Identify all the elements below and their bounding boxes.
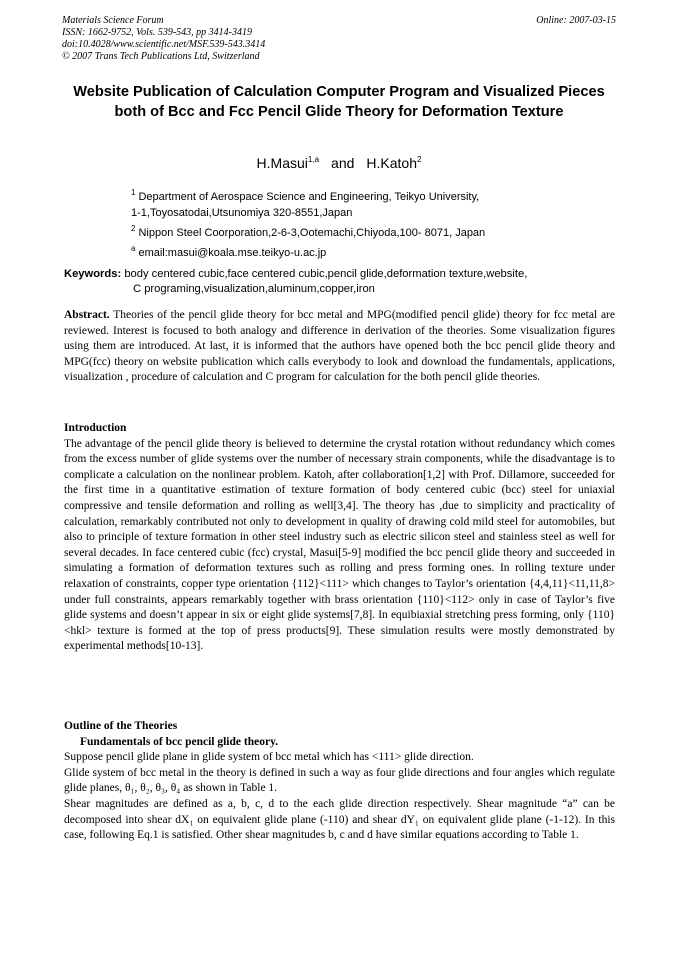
outline-section bbox=[64, 719, 615, 844]
author-1: H.Masui bbox=[256, 155, 308, 171]
email-line bbox=[131, 241, 551, 261]
affiliation-2 bbox=[131, 221, 551, 241]
keywords-label: Keywords: bbox=[64, 268, 122, 280]
abstract-label: Abstract. bbox=[64, 309, 110, 321]
affil-1-line-1: Department of Aerospace Science and Engineering, Teikyo University, bbox=[138, 191, 480, 203]
keywords-line-2: C programing,visualization,aluminum,copper,iron bbox=[133, 282, 375, 295]
author-1-affil-mark: 1,a bbox=[307, 155, 320, 164]
doi-line: doi:10.4028/www.scientific.net/MSF.539-543.3414 bbox=[62, 39, 266, 50]
introduction-text: The advantage of the pencil glide theory is believed to determine the crystal rotation without redundancy which comes from the excess number of glide systems over the number of necessary strain components, while the disadvantage is to complicate a calculation on the nonlinear problem. Katoh, after collaboration[1,2] with Prof. Dillamore, succeeded for the first time in a quantitative estimation of texture formation of body centered cubic (bcc) steel for uniaxial compressive and tensile deformation and rolling as well[3,4]. The theory has ,due to simplicity and practicality of calculation, remarkably contributed not only to development in quality of drawing cold mild steel for automobiles, but also to principle of texture formation in other steel industry such as electric silicon steel and stainless steel as well for several decades. In face centered cubic (fcc) crystal, Masui[5-9] modified the bcc pencil glide theory and succeeded in simulating a formation of deformation textures such as rolling and press forming ones. In rolling texture under relaxation of constraints, copper type orientation {112}<111> which changes to Taylor’s orientation {4,4,11}<11,11,8> under full constraints, appears remarkably together with brass orientation {110}<112> only in case of Taylor’s five glide systems and doesn’t appear in six or eight glide systems[7,8]. In equibiaxial stretching press forming, only {110}<hkl> texture is formed at the top of press products[9]. These simulation results were mostly demonstrated by experimental methods[10-13]. bbox=[64, 437, 615, 653]
affil-1-mark: 1 bbox=[131, 188, 136, 197]
author-line bbox=[0, 151, 678, 172]
email-mark: a bbox=[131, 244, 136, 253]
keywords-block bbox=[64, 267, 616, 297]
affiliation-1-address: 1-1,Toyosatodai,Utsunomiya 320-8551,Japan bbox=[131, 207, 353, 219]
abstract-section bbox=[64, 308, 615, 386]
author-2: H.Katoh bbox=[366, 155, 417, 171]
affiliation-1 bbox=[131, 185, 551, 205]
affil-2-line-1: Nippon Steel Coorporation,2-6-3,Ootemachi,Chiyoda,100- 8071, Japan bbox=[138, 227, 486, 239]
journal-name: Materials Science Forum bbox=[62, 15, 164, 26]
copyright-line: © 2007 Trans Tech Publications Ltd, Switzerland bbox=[62, 51, 260, 62]
introduction-section bbox=[64, 421, 615, 655]
author-conjunction: and bbox=[331, 155, 355, 171]
affil-2-mark: 2 bbox=[131, 224, 136, 233]
outline-paragraph-3: Shear magnitudes are defined as a, b, c, d to the each glide direction respectively. Shear magnitude “a” can be decomposed into shear dX₁ on equivalent glide plane (-110) and shear dY₁ on equivalent glide plane (-1-12). In this case, following Eq.1 is satisfied. Other shear magnitudes b, c and d have similar equations according to Table 1. bbox=[64, 797, 615, 842]
affiliations bbox=[131, 185, 551, 261]
outline-paragraph-1: Suppose pencil glide plane in glide system of bcc metal which has <111> glide direction. bbox=[64, 751, 474, 764]
outline-subheading: Fundamentals of bcc pencil glide theory. bbox=[80, 735, 279, 748]
outline-paragraph-2: Glide system of bcc metal in the theory is defined in such a way as four glide directions and four angles which regulate glide planes, θ₁, θ₂, θ₃, θ₄ as shown in Table 1. bbox=[64, 766, 615, 795]
email-address: email:masui@koala.mse.teikyo-u.ac.jp bbox=[138, 247, 327, 259]
keywords-line-1: body centered cubic,face centered cubic,pencil glide,deformation texture,website, bbox=[124, 268, 528, 280]
introduction-heading: Introduction bbox=[64, 422, 127, 434]
paper-title: Website Publication of Calculation Computer Program and Visualized Pieces both of Bcc and Fcc Pencil Glide Theory for Deformation Texture bbox=[73, 84, 605, 120]
outline-heading: Outline of the Theories bbox=[64, 720, 178, 732]
abstract-text: Theories of the pencil glide theory for bcc metal and MPG(modified pencil glide) theory for fcc metal are reviewed. Interest is focused to both analogy and difference in derivation of the theories. Some visualization figures using them are introduced. At last, it is informed that the authors have opened both the bcc pencil glide theory and MPG(fcc) theory on website publication which calls everybody to look and download the fundamentals, applications, visualization , procedure of calculation and C program for calculation for the both pencil glide theories. bbox=[64, 309, 615, 384]
issn-line: ISSN: 1662-9752, Vols. 539-543, pp 3414-3419 bbox=[62, 27, 252, 38]
author-2-affil-mark: 2 bbox=[416, 155, 422, 164]
online-date: Online: 2007-03-15 bbox=[536, 15, 616, 26]
journal-header bbox=[62, 15, 265, 63]
